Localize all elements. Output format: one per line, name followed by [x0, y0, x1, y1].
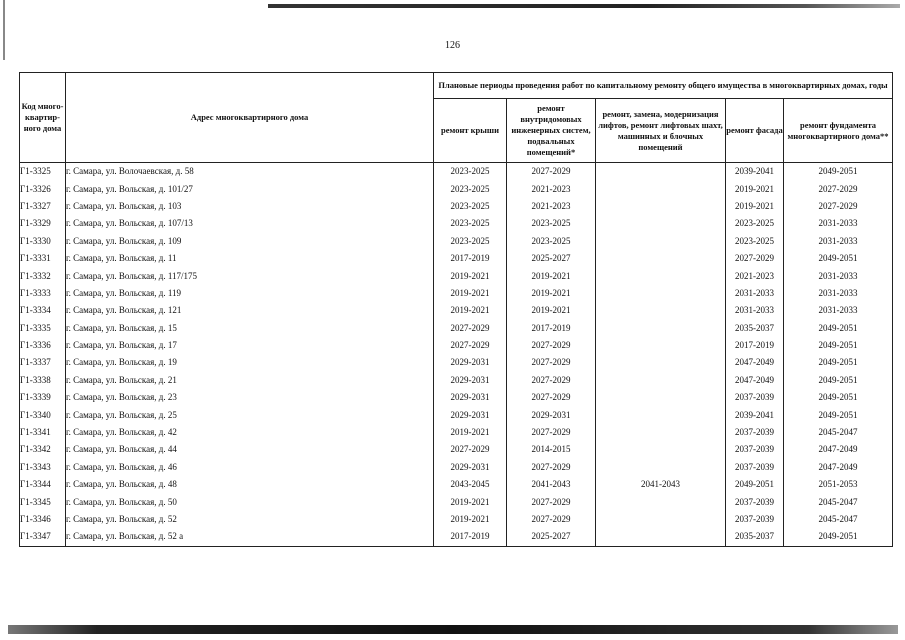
cell-engineering: 2021-2023 [507, 180, 596, 197]
cell-lifts [596, 459, 726, 476]
cell-foundation: 2049-2051 [784, 372, 893, 389]
cell-foundation: 2049-2051 [784, 389, 893, 406]
cell-code: Г1-3347 [20, 528, 66, 546]
cell-roof: 2023-2025 [434, 180, 507, 197]
cell-address: г. Самара, ул. Вольская, д. 50 [66, 493, 434, 510]
header-lifts: ремонт, замена, модернизация лифтов, ремонт лифтовых шахт, машинных и блочных помещений [596, 99, 726, 163]
table-row [20, 372, 893, 389]
cell-address: г. Самара, ул. Вольская, д. 44 [66, 441, 434, 458]
table-row [20, 528, 893, 546]
cell-lifts [596, 198, 726, 215]
table-row [20, 320, 893, 337]
cell-code: Г1-3330 [20, 233, 66, 250]
page-number: 126 [445, 40, 460, 51]
header-facade: ремонт фасада [726, 99, 784, 163]
table-row [20, 406, 893, 423]
cell-facade: 2017-2019 [726, 337, 784, 354]
cell-engineering: 2017-2019 [507, 320, 596, 337]
cell-facade: 2035-2037 [726, 528, 784, 546]
cell-foundation: 2047-2049 [784, 459, 893, 476]
cell-roof: 2023-2025 [434, 163, 507, 181]
cell-engineering: 2029-2031 [507, 406, 596, 423]
cell-code: Г1-3346 [20, 511, 66, 528]
table-row [20, 180, 893, 197]
table-row [20, 441, 893, 458]
cell-engineering: 2014-2015 [507, 441, 596, 458]
cell-engineering: 2027-2029 [507, 163, 596, 181]
cell-address: г. Самара, ул. Вольская, д. 119 [66, 285, 434, 302]
cell-address: г. Самара, ул. Вольская, д. 23 [66, 389, 434, 406]
cell-engineering: 2027-2029 [507, 493, 596, 510]
cell-foundation: 2049-2051 [784, 337, 893, 354]
cell-foundation: 2031-2033 [784, 302, 893, 319]
cell-facade: 2027-2029 [726, 250, 784, 267]
cell-engineering: 2027-2029 [507, 459, 596, 476]
cell-address: г. Самара, ул. Вольская, д. 46 [66, 459, 434, 476]
header-roof: ремонт крыши [434, 99, 507, 163]
cell-lifts [596, 285, 726, 302]
table-row [20, 389, 893, 406]
cell-address: г. Самара, ул. Вольская, д. 109 [66, 233, 434, 250]
cell-facade: 2023-2025 [726, 215, 784, 232]
cell-code: Г1-3335 [20, 320, 66, 337]
table-row [20, 163, 893, 181]
table-row [20, 424, 893, 441]
cell-foundation: 2031-2033 [784, 267, 893, 284]
cell-roof: 2029-2031 [434, 459, 507, 476]
cell-facade: 2023-2025 [726, 233, 784, 250]
table-header-row-top [20, 73, 893, 99]
cell-lifts [596, 528, 726, 546]
cell-lifts [596, 267, 726, 284]
cell-facade: 2031-2033 [726, 302, 784, 319]
cell-roof: 2017-2019 [434, 250, 507, 267]
cell-engineering: 2019-2021 [507, 267, 596, 284]
cell-code: Г1-3332 [20, 267, 66, 284]
cell-foundation: 2045-2047 [784, 493, 893, 510]
cell-address: г. Самара, ул. Вольская, д. 52 а [66, 528, 434, 546]
cell-code: Г1-3331 [20, 250, 66, 267]
cell-lifts [596, 180, 726, 197]
cell-facade: 2037-2039 [726, 424, 784, 441]
table-row [20, 337, 893, 354]
cell-lifts [596, 337, 726, 354]
cell-code: Г1-3340 [20, 406, 66, 423]
cell-engineering: 2019-2021 [507, 302, 596, 319]
cell-roof: 2029-2031 [434, 389, 507, 406]
cell-facade: 2047-2049 [726, 372, 784, 389]
header-engineering: ремонт внутридомовых инженерных систем, подвальных помещений* [507, 99, 596, 163]
cell-facade: 2019-2021 [726, 198, 784, 215]
cell-code: Г1-3336 [20, 337, 66, 354]
cell-lifts [596, 389, 726, 406]
cell-code: Г1-3341 [20, 424, 66, 441]
cell-foundation: 2049-2051 [784, 320, 893, 337]
header-periods-group: Плановые периоды проведения работ по капитальному ремонту общего имущества в многоквартирных домах, годы [434, 73, 893, 99]
cell-lifts [596, 372, 726, 389]
cell-lifts [596, 233, 726, 250]
cell-foundation: 2049-2051 [784, 406, 893, 423]
cell-foundation: 2051-2053 [784, 476, 893, 493]
cell-code: Г1-3342 [20, 441, 66, 458]
cell-foundation: 2027-2029 [784, 180, 893, 197]
cell-code: Г1-3326 [20, 180, 66, 197]
table-row [20, 198, 893, 215]
cell-facade: 2021-2023 [726, 267, 784, 284]
cell-engineering: 2025-2027 [507, 250, 596, 267]
cell-facade: 2019-2021 [726, 180, 784, 197]
cell-facade: 2039-2041 [726, 163, 784, 181]
cell-engineering: 2027-2029 [507, 337, 596, 354]
cell-address: г. Самара, ул. Вольская, д. 25 [66, 406, 434, 423]
table-row [20, 511, 893, 528]
table-row [20, 267, 893, 284]
cell-lifts [596, 302, 726, 319]
cell-address: г. Самара, ул. Вольская, д. 107/13 [66, 215, 434, 232]
cell-address: г. Самара, ул. Вольская, д. 11 [66, 250, 434, 267]
table-row [20, 250, 893, 267]
cell-roof: 2019-2021 [434, 493, 507, 510]
table-row [20, 302, 893, 319]
cell-facade: 2037-2039 [726, 441, 784, 458]
cell-engineering: 2027-2029 [507, 511, 596, 528]
cell-engineering: 2027-2029 [507, 389, 596, 406]
cell-code: Г1-3327 [20, 198, 66, 215]
table-row [20, 215, 893, 232]
cell-roof: 2019-2021 [434, 511, 507, 528]
cell-lifts: 2041-2043 [596, 476, 726, 493]
cell-lifts [596, 163, 726, 181]
table-body [20, 163, 893, 547]
cell-facade: 2037-2039 [726, 389, 784, 406]
table-row [20, 493, 893, 510]
cell-foundation: 2031-2033 [784, 233, 893, 250]
cell-engineering: 2025-2027 [507, 528, 596, 546]
cell-roof: 2027-2029 [434, 337, 507, 354]
cell-address: г. Самара, ул. Вольская, д. 48 [66, 476, 434, 493]
cell-foundation: 2047-2049 [784, 441, 893, 458]
cell-address: г. Самара, ул. Вольская, д. 19 [66, 354, 434, 371]
cell-facade: 2037-2039 [726, 459, 784, 476]
table-row [20, 476, 893, 493]
cell-code: Г1-3343 [20, 459, 66, 476]
cell-roof: 2029-2031 [434, 406, 507, 423]
cell-code: Г1-3334 [20, 302, 66, 319]
cell-lifts [596, 320, 726, 337]
cell-foundation: 2027-2029 [784, 198, 893, 215]
cell-foundation: 2049-2051 [784, 354, 893, 371]
cell-roof: 2023-2025 [434, 215, 507, 232]
scan-edge-left [3, 0, 5, 60]
cell-code: Г1-3344 [20, 476, 66, 493]
cell-engineering: 2027-2029 [507, 372, 596, 389]
cell-roof: 2019-2021 [434, 302, 507, 319]
cell-foundation: 2045-2047 [784, 424, 893, 441]
scan-edge-top [268, 4, 900, 8]
cell-foundation: 2045-2047 [784, 511, 893, 528]
cell-lifts [596, 406, 726, 423]
scan-edge-bottom [8, 625, 898, 634]
cell-facade: 2047-2049 [726, 354, 784, 371]
cell-code: Г1-3337 [20, 354, 66, 371]
cell-address: г. Самара, ул. Вольская, д. 52 [66, 511, 434, 528]
table-row [20, 285, 893, 302]
cell-roof: 2029-2031 [434, 372, 507, 389]
cell-lifts [596, 441, 726, 458]
cell-engineering: 2021-2023 [507, 198, 596, 215]
cell-code: Г1-3345 [20, 493, 66, 510]
cell-address: г. Самара, ул. Вольская, д. 17 [66, 337, 434, 354]
cell-facade: 2037-2039 [726, 511, 784, 528]
cell-facade: 2037-2039 [726, 493, 784, 510]
cell-code: Г1-3329 [20, 215, 66, 232]
cell-engineering: 2041-2043 [507, 476, 596, 493]
cell-facade: 2049-2051 [726, 476, 784, 493]
cell-address: г. Самара, ул. Волочаевская, д. 58 [66, 163, 434, 181]
cell-roof: 2043-2045 [434, 476, 507, 493]
cell-engineering: 2023-2025 [507, 215, 596, 232]
cell-facade: 2035-2037 [726, 320, 784, 337]
cell-engineering: 2023-2025 [507, 233, 596, 250]
cell-lifts [596, 493, 726, 510]
cell-lifts [596, 511, 726, 528]
table-row [20, 233, 893, 250]
cell-roof: 2023-2025 [434, 198, 507, 215]
cell-foundation: 2031-2033 [784, 215, 893, 232]
cell-address: г. Самара, ул. Вольская, д. 21 [66, 372, 434, 389]
cell-foundation: 2049-2051 [784, 250, 893, 267]
cell-engineering: 2027-2029 [507, 354, 596, 371]
cell-engineering: 2019-2021 [507, 285, 596, 302]
cell-roof: 2023-2025 [434, 233, 507, 250]
cell-roof: 2019-2021 [434, 424, 507, 441]
cell-lifts [596, 215, 726, 232]
cell-foundation: 2031-2033 [784, 285, 893, 302]
cell-code: Г1-3333 [20, 285, 66, 302]
cell-roof: 2019-2021 [434, 267, 507, 284]
table-row [20, 459, 893, 476]
cell-address: г. Самара, ул. Вольская, д. 101/27 [66, 180, 434, 197]
cell-roof: 2027-2029 [434, 320, 507, 337]
cell-roof: 2019-2021 [434, 285, 507, 302]
cell-roof: 2029-2031 [434, 354, 507, 371]
cell-facade: 2039-2041 [726, 406, 784, 423]
cell-address: г. Самара, ул. Вольская, д. 15 [66, 320, 434, 337]
header-code: Код много-квартир-ного дома [20, 73, 66, 163]
cell-roof: 2017-2019 [434, 528, 507, 546]
cell-lifts [596, 424, 726, 441]
cell-code: Г1-3339 [20, 389, 66, 406]
cell-lifts [596, 354, 726, 371]
repair-schedule-table [19, 72, 893, 547]
cell-code: Г1-3325 [20, 163, 66, 181]
cell-address: г. Самара, ул. Вольская, д. 103 [66, 198, 434, 215]
table-row [20, 354, 893, 371]
cell-foundation: 2049-2051 [784, 528, 893, 546]
cell-code: Г1-3338 [20, 372, 66, 389]
cell-roof: 2027-2029 [434, 441, 507, 458]
cell-facade: 2031-2033 [726, 285, 784, 302]
cell-foundation: 2049-2051 [784, 163, 893, 181]
header-address: Адрес многоквартирного дома [66, 73, 434, 163]
cell-address: г. Самара, ул. Вольская, д. 42 [66, 424, 434, 441]
cell-address: г. Самара, ул. Вольская, д. 121 [66, 302, 434, 319]
cell-engineering: 2027-2029 [507, 424, 596, 441]
header-foundation: ремонт фундамента многоквартирного дома** [784, 99, 893, 163]
cell-address: г. Самара, ул. Вольская, д. 117/175 [66, 267, 434, 284]
cell-lifts [596, 250, 726, 267]
